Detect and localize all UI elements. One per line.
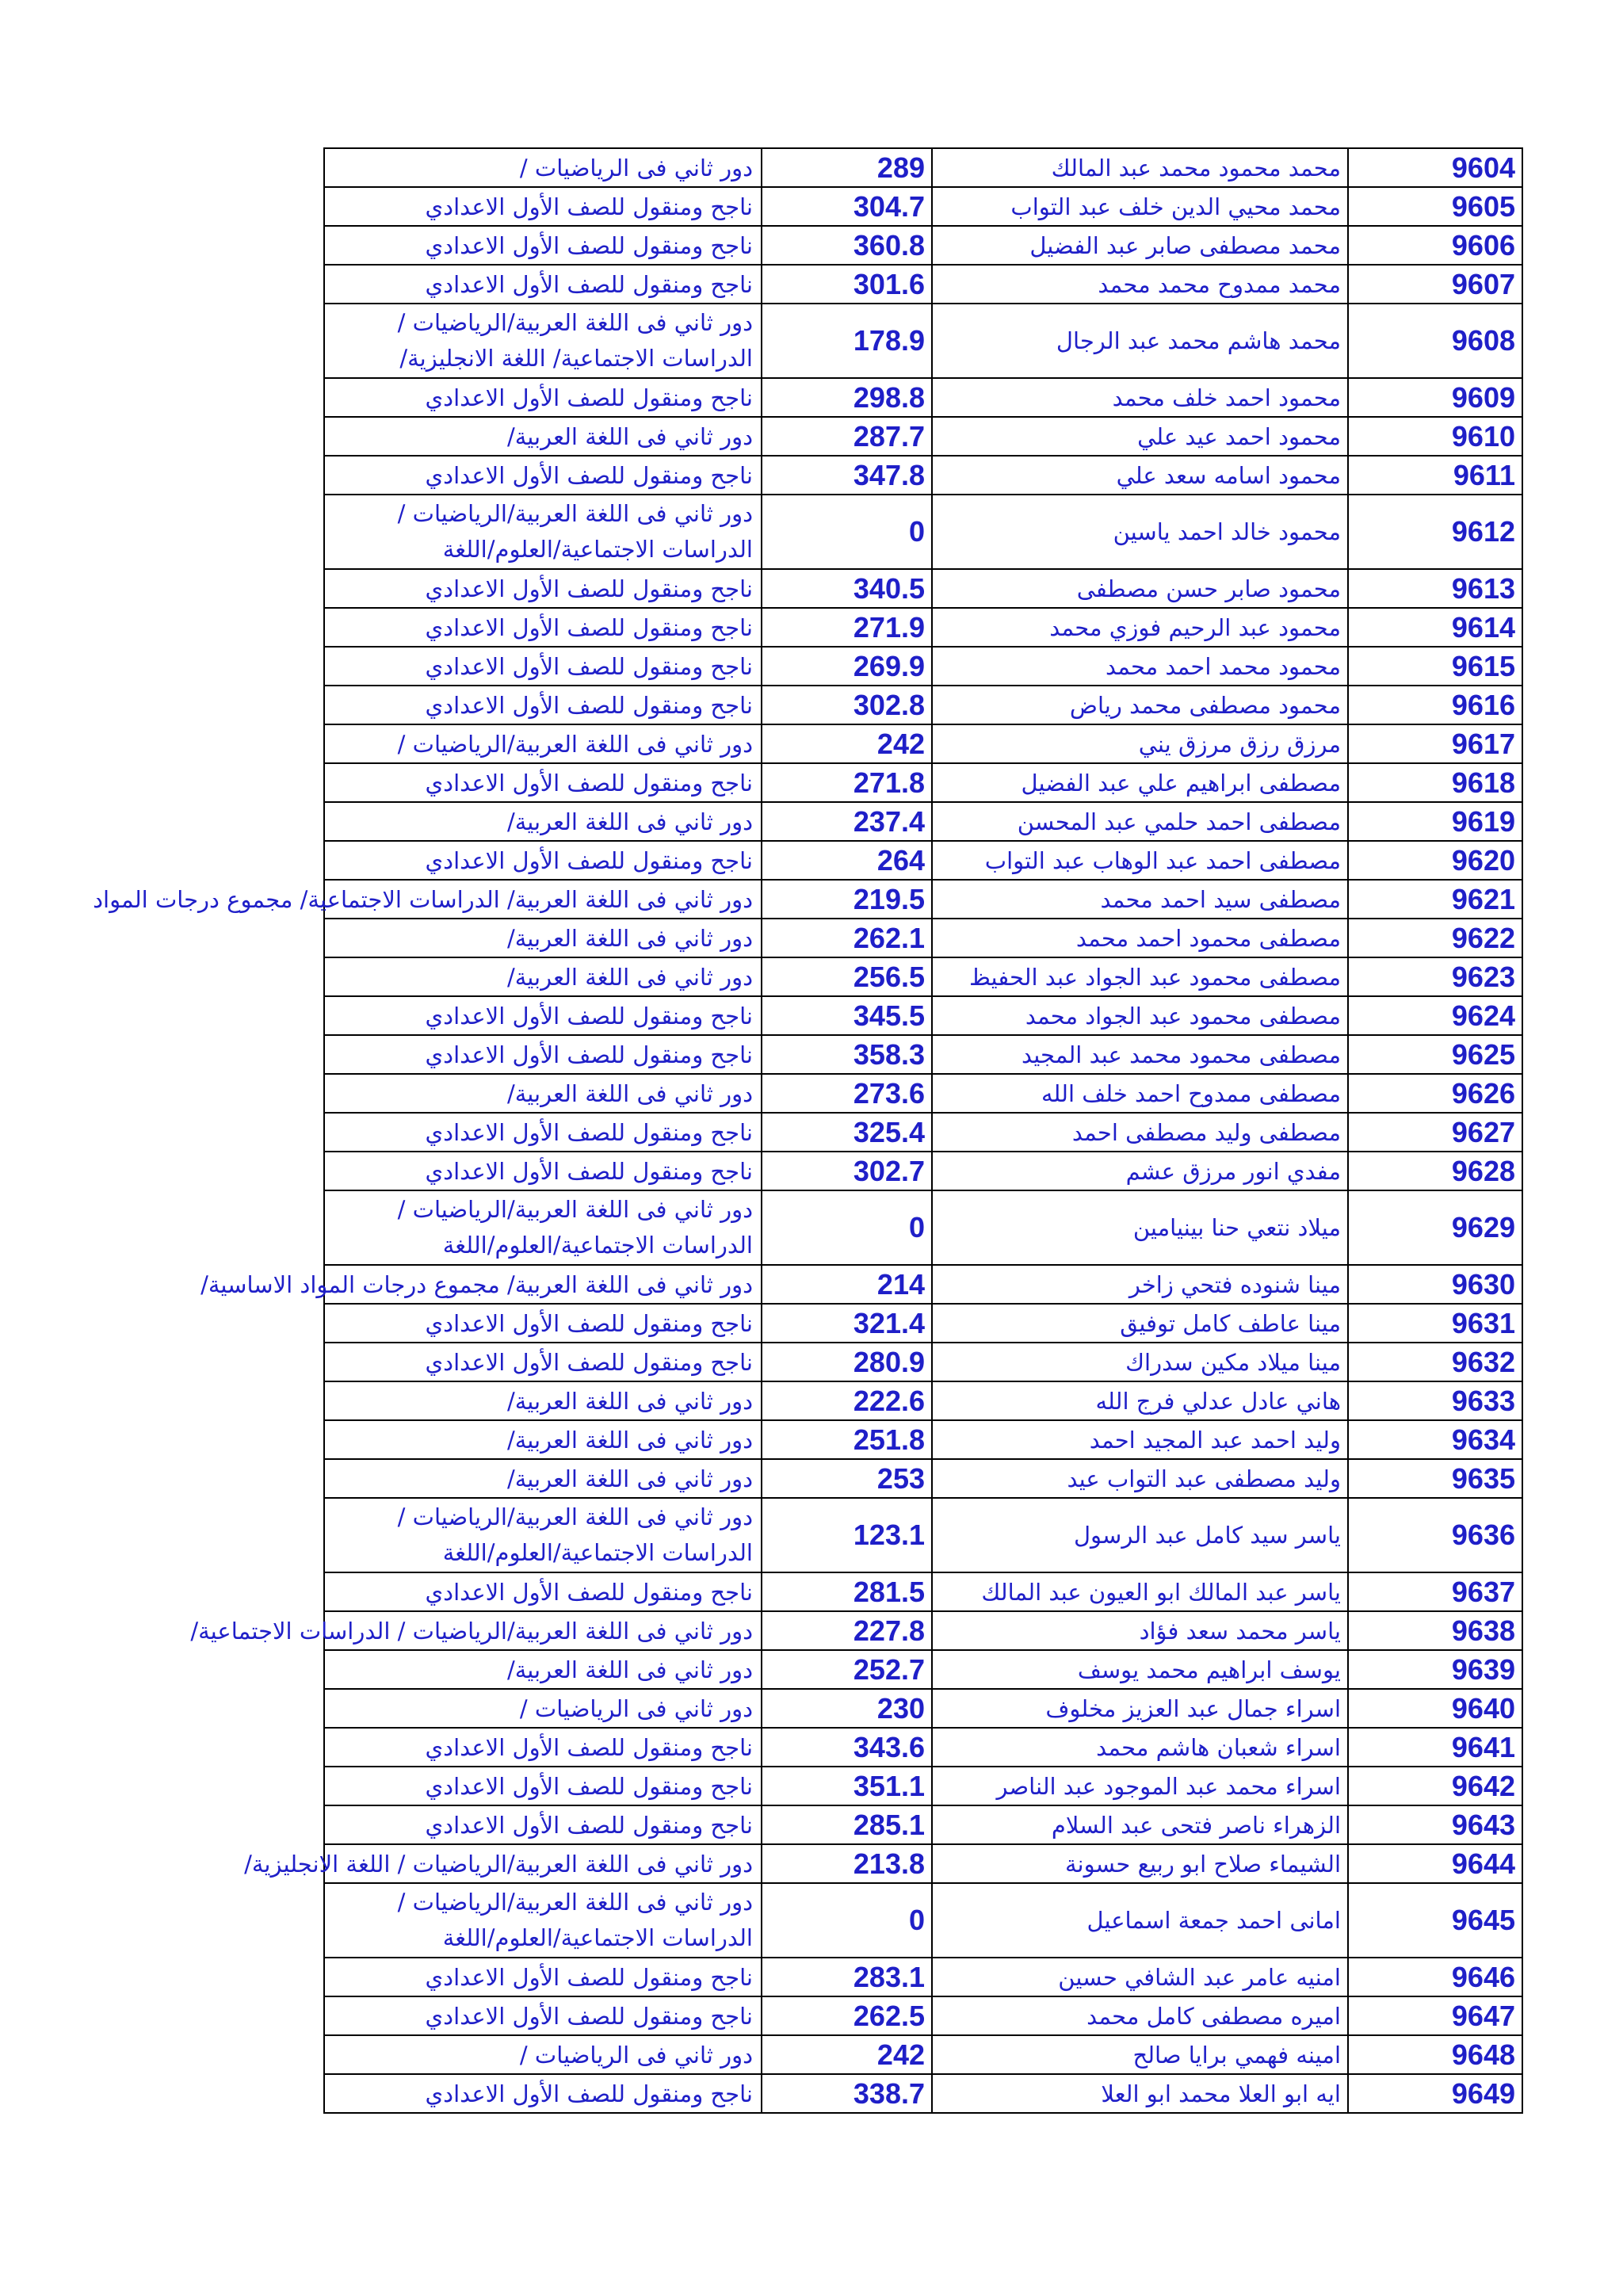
result-status-cell: ناجح ومنقول للصف الأول الاعدادي	[324, 378, 762, 417]
student-name-cell: محمود محمد احمد محمد	[932, 647, 1348, 686]
total-score-cell: 287.7	[762, 417, 932, 456]
student-name-cell: مصطفى وليد مصطفى احمد	[932, 1113, 1348, 1152]
total-score-cell: 230	[762, 1689, 932, 1728]
result-status-cell: ناجح ومنقول للصف الأول الاعدادي	[324, 608, 762, 647]
seat-number-cell: 9612	[1348, 495, 1522, 569]
seat-number-cell: 9608	[1348, 304, 1522, 378]
total-score-cell: 281.5	[762, 1572, 932, 1611]
student-name-cell: ياسر عبد المالك ابو العيون عبد المالك	[932, 1572, 1348, 1611]
table-row	[324, 148, 1522, 187]
seat-number-cell: 9615	[1348, 647, 1522, 686]
total-score-cell: 283.1	[762, 1958, 932, 1996]
result-status-cell: دور ثاني فى اللغة العربية/الرياضيات / الدراسات الاجتماعية/ اللغة الانجليزية/	[324, 304, 762, 378]
table-row	[324, 1190, 1522, 1265]
result-status-cell: دور ثاني فى اللغة العربية/	[324, 919, 762, 957]
student-name-cell: محمود مصطفى محمد رياض	[932, 686, 1348, 724]
total-score-cell: 302.8	[762, 686, 932, 724]
result-status-cell: دور ثاني فى اللغة العربية/الرياضيات /	[324, 724, 762, 763]
total-score-cell: 219.5	[762, 880, 932, 919]
total-score-cell: 343.6	[762, 1728, 932, 1767]
total-score-cell: 338.7	[762, 2074, 932, 2113]
result-status-cell: دور ثاني فى اللغة العربية/الرياضيات / الدراسات الاجتماعية/العلوم/اللغة	[324, 495, 762, 569]
student-name-cell: مصطفى احمد عبد الوهاب عبد التواب	[932, 841, 1348, 880]
seat-number-cell: 9644	[1348, 1844, 1522, 1883]
table-row	[324, 1611, 1522, 1650]
seat-number-cell: 9642	[1348, 1767, 1522, 1805]
student-name-cell: مصطفى محمود احمد محمد	[932, 919, 1348, 957]
result-status-cell: دور ثاني فى اللغة العربية/ مجموع درجات المواد الاساسية/	[324, 1265, 762, 1304]
result-status-cell: ناجح ومنقول للصف الأول الاعدادي	[324, 265, 762, 304]
student-name-cell: مرزق رزق مرزق يني	[932, 724, 1348, 763]
total-score-cell: 0	[762, 1883, 932, 1958]
seat-number-cell: 9646	[1348, 1958, 1522, 1996]
seat-number-cell: 9619	[1348, 802, 1522, 841]
total-score-cell: 251.8	[762, 1420, 932, 1459]
total-score-cell: 237.4	[762, 802, 932, 841]
result-status-cell: ناجح ومنقول للصف الأول الاعدادي	[324, 1304, 762, 1343]
student-name-cell: محمد مصطفى صابر عبد الفضيل	[932, 226, 1348, 265]
total-score-cell: 256.5	[762, 957, 932, 996]
total-score-cell: 289	[762, 148, 932, 187]
table-row	[324, 996, 1522, 1035]
result-status-cell: دور ثاني فى اللغة العربية/	[324, 802, 762, 841]
table-row	[324, 304, 1522, 378]
result-status-cell: دور ثاني فى اللغة العربية/	[324, 1650, 762, 1689]
student-name-cell: محمد هاشم محمد عبد الرجال	[932, 304, 1348, 378]
seat-number-cell: 9649	[1348, 2074, 1522, 2113]
table-row	[324, 1304, 1522, 1343]
result-status-cell: ناجح ومنقول للصف الأول الاعدادي	[324, 1035, 762, 1074]
total-score-cell: 227.8	[762, 1611, 932, 1650]
total-score-cell: 358.3	[762, 1035, 932, 1074]
result-status-cell: ناجح ومنقول للصف الأول الاعدادي	[324, 2074, 762, 2113]
total-score-cell: 222.6	[762, 1381, 932, 1420]
seat-number-cell: 9630	[1348, 1265, 1522, 1304]
total-score-cell: 345.5	[762, 996, 932, 1035]
result-status-cell: دور ثاني فى الرياضيات /	[324, 2035, 762, 2074]
total-score-cell: 273.6	[762, 1074, 932, 1113]
table-row	[324, 1689, 1522, 1728]
student-name-cell: اميره مصطفى كامل محمد	[932, 1996, 1348, 2035]
table-row	[324, 187, 1522, 226]
table-row	[324, 647, 1522, 686]
result-status-cell: ناجح ومنقول للصف الأول الاعدادي	[324, 1767, 762, 1805]
student-name-cell: الشيماء صلاح ابو ربيع حسونة	[932, 1844, 1348, 1883]
table-row	[324, 1996, 1522, 2035]
table-row	[324, 1650, 1522, 1689]
seat-number-cell: 9626	[1348, 1074, 1522, 1113]
table-row	[324, 1381, 1522, 1420]
table-row	[324, 1883, 1522, 1958]
result-status-cell: دور ثاني فى اللغة العربية/الرياضيات / الدراسات الاجتماعية/	[324, 1611, 762, 1650]
student-name-cell: الزهراء ناصر فتحى عبد السلام	[932, 1805, 1348, 1844]
table-row	[324, 841, 1522, 880]
seat-number-cell: 9625	[1348, 1035, 1522, 1074]
seat-number-cell: 9617	[1348, 724, 1522, 763]
student-name-cell: يوسف ابراهيم محمد يوسف	[932, 1650, 1348, 1689]
result-status-cell: ناجح ومنقول للصف الأول الاعدادي	[324, 1958, 762, 1996]
total-score-cell: 347.8	[762, 456, 932, 495]
seat-number-cell: 9631	[1348, 1304, 1522, 1343]
result-status-cell: ناجح ومنقول للصف الأول الاعدادي	[324, 456, 762, 495]
table-row	[324, 724, 1522, 763]
result-status-cell: ناجح ومنقول للصف الأول الاعدادي	[324, 226, 762, 265]
total-score-cell: 304.7	[762, 187, 932, 226]
table-row	[324, 417, 1522, 456]
total-score-cell: 242	[762, 724, 932, 763]
total-score-cell: 351.1	[762, 1767, 932, 1805]
table-row	[324, 456, 1522, 495]
student-name-cell: امانى احمد جمعة اسماعيل	[932, 1883, 1348, 1958]
seat-number-cell: 9641	[1348, 1728, 1522, 1767]
table-row	[324, 2035, 1522, 2074]
total-score-cell: 214	[762, 1265, 932, 1304]
student-name-cell: اسراء محمد عبد الموجود عبد الناصر	[932, 1767, 1348, 1805]
seat-number-cell: 9624	[1348, 996, 1522, 1035]
result-status-cell: ناجح ومنقول للصف الأول الاعدادي	[324, 187, 762, 226]
student-name-cell: مفدي انور مرزق عشم	[932, 1152, 1348, 1190]
seat-number-cell: 9634	[1348, 1420, 1522, 1459]
table-row	[324, 1572, 1522, 1611]
total-score-cell: 242	[762, 2035, 932, 2074]
result-status-cell: دور ثاني فى اللغة العربية/	[324, 1381, 762, 1420]
student-name-cell: محمد محمود محمد عبد المالك	[932, 148, 1348, 187]
total-score-cell: 264	[762, 841, 932, 880]
total-score-cell: 269.9	[762, 647, 932, 686]
student-name-cell: مصطفى محمود عبد الجواد محمد	[932, 996, 1348, 1035]
student-name-cell: محمود احمد عيد علي	[932, 417, 1348, 456]
table-row	[324, 1844, 1522, 1883]
seat-number-cell: 9611	[1348, 456, 1522, 495]
result-status-cell: دور ثاني فى اللغة العربية/الرياضيات / الدراسات الاجتماعية/العلوم/اللغة	[324, 1883, 762, 1958]
total-score-cell: 0	[762, 1190, 932, 1265]
seat-number-cell: 9629	[1348, 1190, 1522, 1265]
result-status-cell: ناجح ومنقول للصف الأول الاعدادي	[324, 569, 762, 608]
total-score-cell: 302.7	[762, 1152, 932, 1190]
seat-number-cell: 9638	[1348, 1611, 1522, 1650]
student-name-cell: ياسر سيد كامل عبد الرسول	[932, 1498, 1348, 1572]
result-status-cell: دور ثاني فى اللغة العربية/الرياضيات / اللغة الانجليزية/	[324, 1844, 762, 1883]
student-name-cell: ياسر محمد سعد فؤاد	[932, 1611, 1348, 1650]
table-row	[324, 1767, 1522, 1805]
result-status-cell: ناجح ومنقول للصف الأول الاعدادي	[324, 1113, 762, 1152]
table-row	[324, 1113, 1522, 1152]
result-status-cell: دور ثاني فى اللغة العربية/	[324, 417, 762, 456]
table-row	[324, 1958, 1522, 1996]
student-name-cell: هاني عادل عدلي فرج الله	[932, 1381, 1348, 1420]
student-name-cell: وليد احمد عبد المجيد احمد	[932, 1420, 1348, 1459]
result-status-cell: دور ثاني فى اللغة العربية/الرياضيات / الدراسات الاجتماعية/العلوم/اللغة	[324, 1190, 762, 1265]
seat-number-cell: 9645	[1348, 1883, 1522, 1958]
result-status-cell: دور ثاني فى الرياضيات /	[324, 1689, 762, 1728]
total-score-cell: 280.9	[762, 1343, 932, 1381]
seat-number-cell: 9618	[1348, 763, 1522, 802]
student-name-cell: امنيه عامر عبد الشافي حسين	[932, 1958, 1348, 1996]
total-score-cell: 252.7	[762, 1650, 932, 1689]
table-row	[324, 802, 1522, 841]
total-score-cell: 298.8	[762, 378, 932, 417]
total-score-cell: 253	[762, 1459, 932, 1498]
result-status-cell: ناجح ومنقول للصف الأول الاعدادي	[324, 763, 762, 802]
result-status-cell: ناجح ومنقول للصف الأول الاعدادي	[324, 841, 762, 880]
student-name-cell: مصطفى سيد احمد محمد	[932, 880, 1348, 919]
student-name-cell: ميلاد نتعي حنا بينيامين	[932, 1190, 1348, 1265]
student-name-cell: اسراء جمال عبد العزيز مخلوف	[932, 1689, 1348, 1728]
table-row	[324, 495, 1522, 569]
table-row	[324, 608, 1522, 647]
result-status-cell: ناجح ومنقول للصف الأول الاعدادي	[324, 1343, 762, 1381]
seat-number-cell: 9623	[1348, 957, 1522, 996]
seat-number-cell: 9640	[1348, 1689, 1522, 1728]
seat-number-cell: 9616	[1348, 686, 1522, 724]
seat-number-cell: 9628	[1348, 1152, 1522, 1190]
student-name-cell: محمد محيي الدين خلف عبد التواب	[932, 187, 1348, 226]
seat-number-cell: 9637	[1348, 1572, 1522, 1611]
seat-number-cell: 9632	[1348, 1343, 1522, 1381]
table-row	[324, 1035, 1522, 1074]
student-name-cell: محمد ممدوح محمد محمد	[932, 265, 1348, 304]
result-status-cell: ناجح ومنقول للصف الأول الاعدادي	[324, 1152, 762, 1190]
seat-number-cell: 9606	[1348, 226, 1522, 265]
table-row	[324, 1459, 1522, 1498]
table-row	[324, 569, 1522, 608]
total-score-cell: 0	[762, 495, 932, 569]
table-row	[324, 378, 1522, 417]
result-status-cell: ناجح ومنقول للصف الأول الاعدادي	[324, 1805, 762, 1844]
result-status-cell: دور ثاني فى اللغة العربية/	[324, 1459, 762, 1498]
result-status-cell: دور ثاني فى اللغة العربية/الرياضيات / الدراسات الاجتماعية/العلوم/اللغة	[324, 1498, 762, 1572]
total-score-cell: 285.1	[762, 1805, 932, 1844]
student-name-cell: مصطفى ممدوح احمد خلف الله	[932, 1074, 1348, 1113]
total-score-cell: 271.8	[762, 763, 932, 802]
result-status-cell: دور ثاني فى اللغة العربية/	[324, 1074, 762, 1113]
student-name-cell: مينا شنوده فتحي زاخر	[932, 1265, 1348, 1304]
table-row	[324, 686, 1522, 724]
seat-number-cell: 9607	[1348, 265, 1522, 304]
student-name-cell: محمود صابر حسن مصطفى	[932, 569, 1348, 608]
seat-number-cell: 9643	[1348, 1805, 1522, 1844]
seat-number-cell: 9635	[1348, 1459, 1522, 1498]
seat-number-cell: 9621	[1348, 880, 1522, 919]
table-row	[324, 1420, 1522, 1459]
student-name-cell: ايه ابو العلا محمد ابو العلا	[932, 2074, 1348, 2113]
results-table	[93, 147, 1523, 2114]
table-row	[324, 880, 1522, 919]
student-name-cell: امينه فهمي برايا صالح	[932, 2035, 1348, 2074]
student-name-cell: محمود خالد احمد ياسين	[932, 495, 1348, 569]
total-score-cell: 123.1	[762, 1498, 932, 1572]
student-name-cell: محمود احمد خلف محمد	[932, 378, 1348, 417]
total-score-cell: 360.8	[762, 226, 932, 265]
student-name-cell: مصطفى احمد حلمي عبد المحسن	[932, 802, 1348, 841]
seat-number-cell: 9648	[1348, 2035, 1522, 2074]
seat-number-cell: 9614	[1348, 608, 1522, 647]
student-name-cell: مصطفى ابراهيم علي عبد الفضيل	[932, 763, 1348, 802]
seat-number-cell: 9613	[1348, 569, 1522, 608]
total-score-cell: 340.5	[762, 569, 932, 608]
total-score-cell: 213.8	[762, 1844, 932, 1883]
student-name-cell: مينا عاطف كامل توفيق	[932, 1304, 1348, 1343]
result-status-cell: ناجح ومنقول للصف الأول الاعدادي	[324, 996, 762, 1035]
total-score-cell: 271.9	[762, 608, 932, 647]
table-row	[324, 957, 1522, 996]
seat-number-cell: 9627	[1348, 1113, 1522, 1152]
seat-number-cell: 9610	[1348, 417, 1522, 456]
seat-number-cell: 9622	[1348, 919, 1522, 957]
results-table-body	[93, 148, 1522, 2113]
total-score-cell: 301.6	[762, 265, 932, 304]
student-name-cell: وليد مصطفى عبد التواب عيد	[932, 1459, 1348, 1498]
student-name-cell: مصطفى محمود عبد الجواد عبد الحفيظ	[932, 957, 1348, 996]
seat-number-cell: 9609	[1348, 378, 1522, 417]
seat-number-cell: 9605	[1348, 187, 1522, 226]
result-status-cell: ناجح ومنقول للصف الأول الاعدادي	[324, 686, 762, 724]
table-row	[324, 1343, 1522, 1381]
table-row	[324, 1152, 1522, 1190]
student-name-cell: مصطفى محمود محمد عبد المجيد	[932, 1035, 1348, 1074]
result-status-cell: ناجح ومنقول للصف الأول الاعدادي	[324, 1572, 762, 1611]
result-status-cell: ناجح ومنقول للصف الأول الاعدادي	[324, 1728, 762, 1767]
total-score-cell: 325.4	[762, 1113, 932, 1152]
result-status-cell: ناجح ومنقول للصف الأول الاعدادي	[324, 647, 762, 686]
total-score-cell: 262.5	[762, 1996, 932, 2035]
total-score-cell: 321.4	[762, 1304, 932, 1343]
total-score-cell: 178.9	[762, 304, 932, 378]
table-row	[324, 1498, 1522, 1572]
seat-number-cell: 9647	[1348, 1996, 1522, 2035]
seat-number-cell: 9639	[1348, 1650, 1522, 1689]
seat-number-cell: 9633	[1348, 1381, 1522, 1420]
seat-number-cell: 9604	[1348, 148, 1522, 187]
result-status-cell: دور ثاني فى اللغة العربية/	[324, 957, 762, 996]
total-score-cell: 262.1	[762, 919, 932, 957]
table-row	[324, 1074, 1522, 1113]
table-row	[324, 265, 1522, 304]
table-row	[324, 2074, 1522, 2113]
student-name-cell: اسراء شعبان هاشم محمد	[932, 1728, 1348, 1767]
table-row	[324, 226, 1522, 265]
table-row	[324, 1805, 1522, 1844]
table-row	[324, 1265, 1522, 1304]
student-name-cell: مينا ميلاد مكين سدراك	[932, 1343, 1348, 1381]
student-name-cell: محمود اسامه سعد علي	[932, 456, 1348, 495]
table-row	[324, 1728, 1522, 1767]
student-name-cell: محمود عبد الرحيم فوزي محمد	[932, 608, 1348, 647]
table-row	[324, 763, 1522, 802]
result-status-cell: دور ثاني فى اللغة العربية/	[324, 1420, 762, 1459]
seat-number-cell: 9636	[1348, 1498, 1522, 1572]
result-status-cell: ناجح ومنقول للصف الأول الاعدادي	[324, 1996, 762, 2035]
result-status-cell: دور ثاني فى اللغة العربية/ الدراسات الاجتماعية/ مجموع درجات المواد	[324, 880, 762, 919]
result-status-cell: دور ثاني فى الرياضيات /	[324, 148, 762, 187]
seat-number-cell: 9620	[1348, 841, 1522, 880]
table-row	[324, 919, 1522, 957]
